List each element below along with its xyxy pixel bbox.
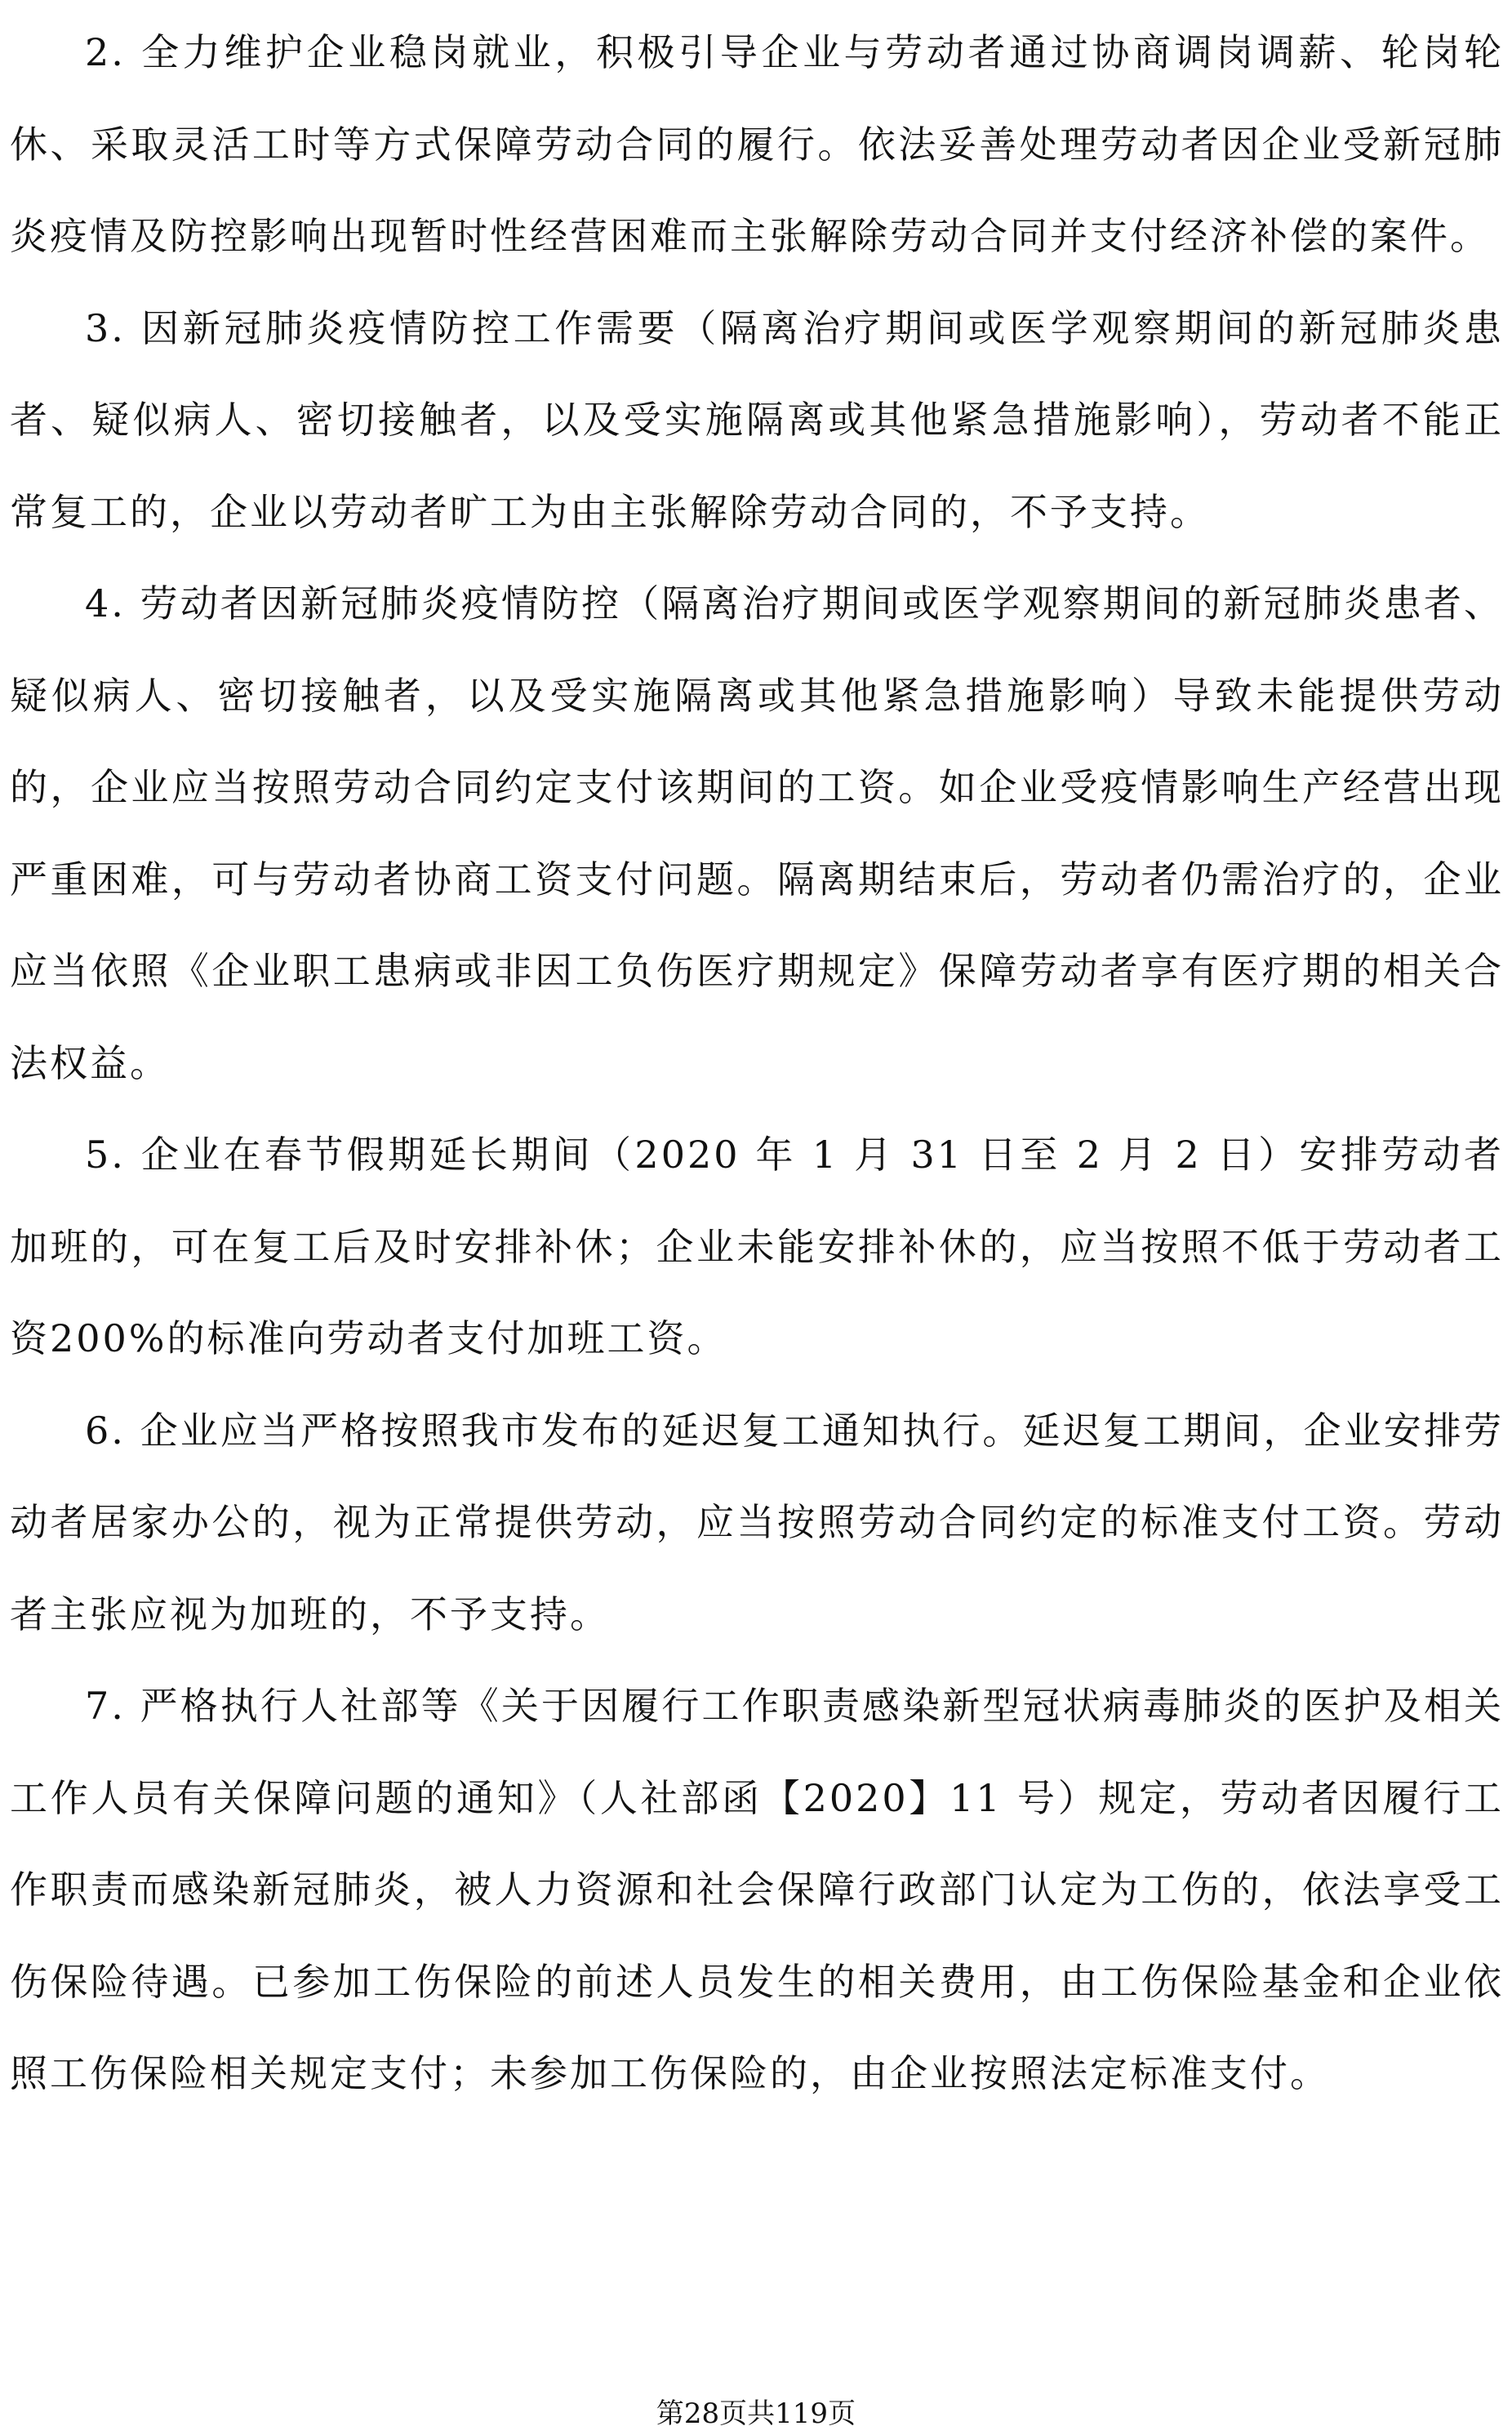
paragraph-item-3: 3. 因新冠肺炎疫情防控工作需要（隔离治疗期间或医学观察期间的新冠肺炎患者、疑似病人、密切接触者，以及受实施隔离或其他紧急措施影响），劳动者不能正常复工的，企业以劳动者旷工为由主张解除劳动合同的，不予支持。 — [10, 305, 1504, 534]
paragraph-item-4: 4. 劳动者因新冠肺炎疫情防控（隔离治疗期间或医学观察期间的新冠肺炎患者、疑似病人、密切接触者，以及受实施隔离或其他紧急措施影响）导致未能提供劳动的，企业应当按照劳动合同约定支付该期间的工资。如企业受疫情影响生产经营出现严重困难，可与劳动者协商工资支付问题。隔离期结束后，劳动者仍需治疗的，企业应当依照《企业职工患病或非因工负伤医疗期规定》保障劳动者享有医疗期的相关合法权益。 — [10, 581, 1504, 1085]
page-number-footer: 第28页共119页 — [656, 2397, 856, 2430]
document-body — [10, 7, 1504, 2120]
paragraph-item-6: 6. 企业应当严格按照我市发布的延迟复工通知执行。延迟复工期间，企业安排劳动者居家办公的，视为正常提供劳动，应当按照劳动合同约定的标准支付工资。劳动者主张应视为加班的，不予支持。 — [10, 1408, 1504, 1636]
paragraph-item-7: 7. 严格执行人社部等《关于因履行工作职责感染新型冠状病毒肺炎的医护及相关工作人员有关保障问题的通知》（人社部函【2020】11 号）规定，劳动者因履行工作职责而感染新冠肺炎，被人力资源和社会保障行政部门认定为工伤的，依法享受工伤保险待遇。已参加工伤保险的前述人员发生的相关费用，由工伤保险基金和企业依照工伤保险相关规定支付；未参加工伤保险的，由企业按照法定标准支付。 — [10, 1684, 1504, 2095]
paragraph-item-2: 2. 全力维护企业稳岗就业，积极引导企业与劳动者通过协商调岗调薪、轮岗轮休、采取灵活工时等方式保障劳动合同的履行。依法妥善处理劳动者因企业受新冠肺炎疫情及防控影响出现暂时性经营困难而主张解除劳动合同并支付经济补偿的案件。 — [10, 30, 1504, 258]
paragraph-item-5: 5. 企业在春节假期延长期间（2020 年 1 月 31 日至 2 月 2 日）安排劳动者加班的，可在复工后及时安排补休；企业未能安排补休的，应当按照不低于劳动者工资200%的标准向劳动者支付加班工资。 — [10, 1133, 1504, 1360]
